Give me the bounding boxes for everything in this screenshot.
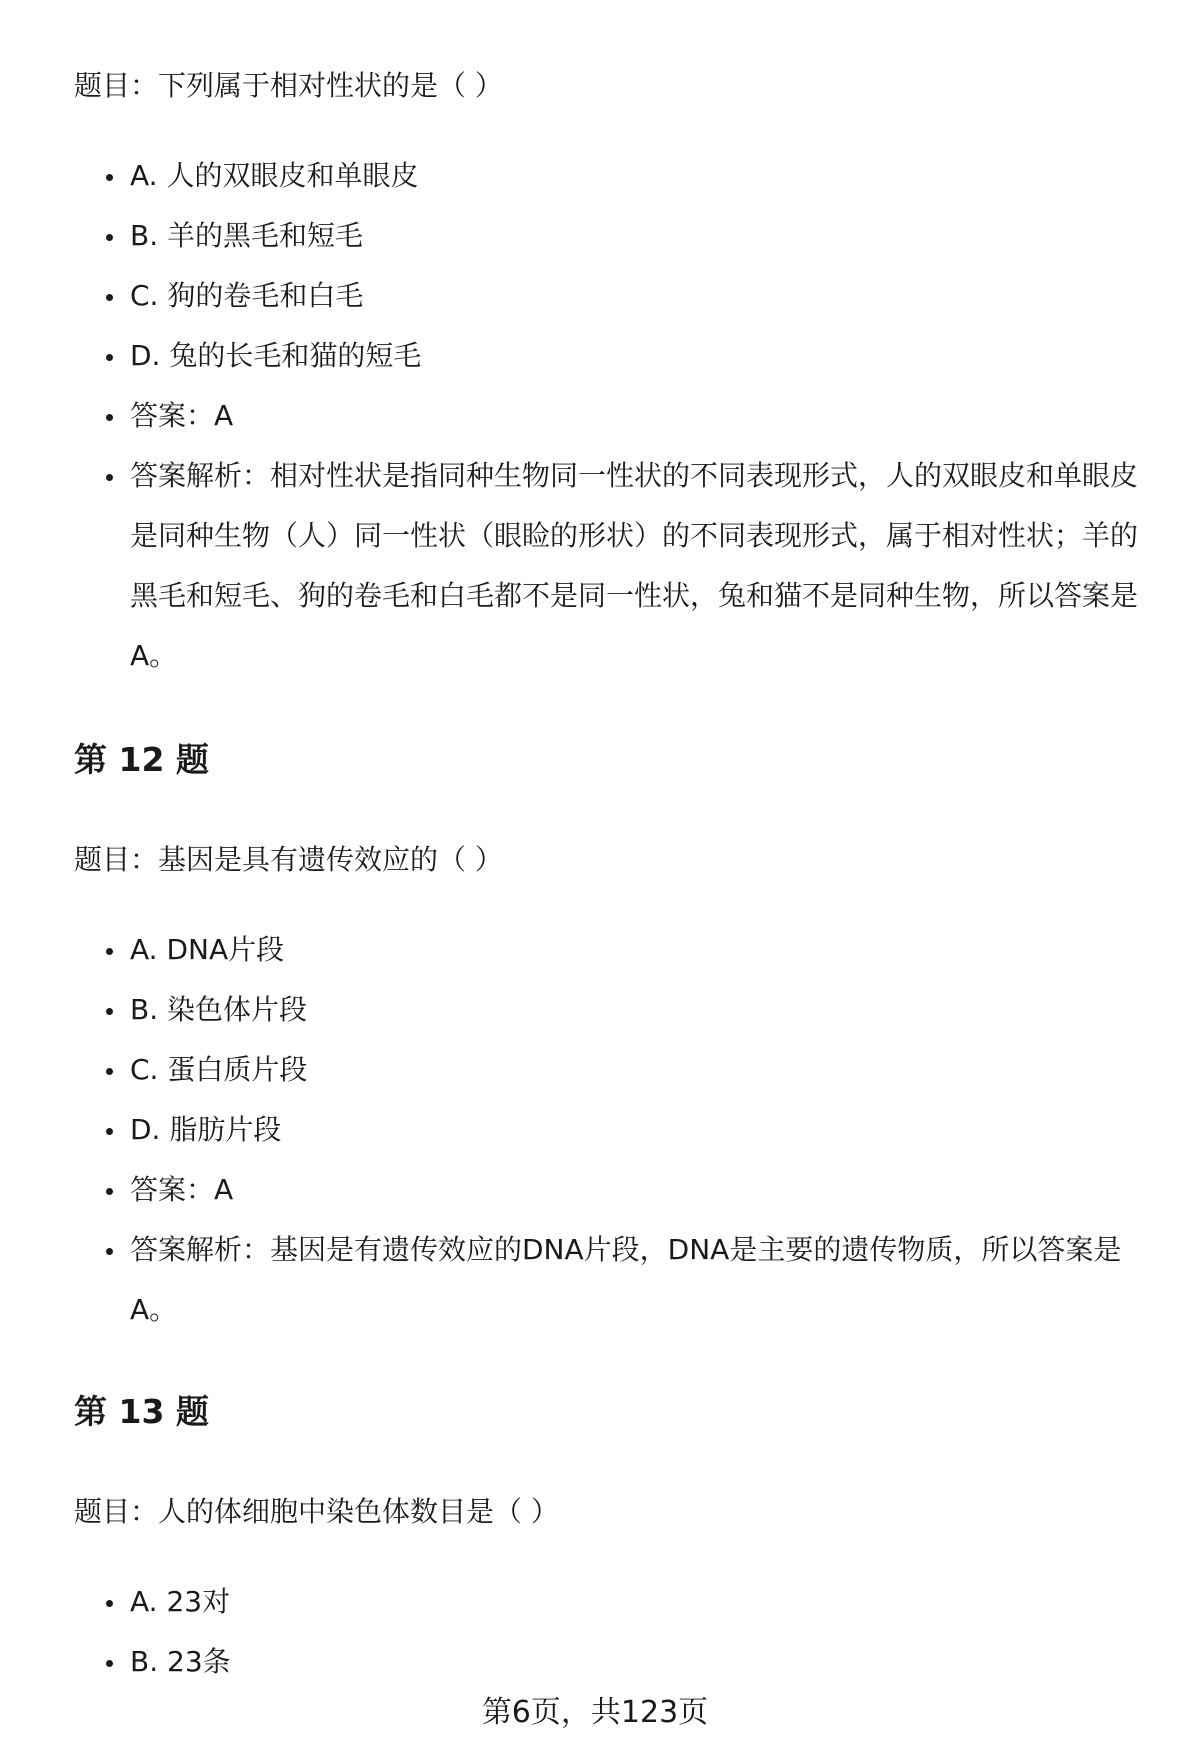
q13-heading: 第 13 题 xyxy=(74,1392,209,1431)
q12-stem: 题目：基因是具有遗传效应的（ ） xyxy=(74,843,503,876)
q11-option-c: C. 狗的卷毛和白毛 xyxy=(74,266,1164,326)
q12-heading: 第 12 题 xyxy=(74,740,209,779)
q11-option-d: D. 兔的长毛和猫的短毛 xyxy=(74,326,1164,386)
q11-option-a: A. 人的双眼皮和单眼皮 xyxy=(74,146,1164,206)
q11-options xyxy=(74,146,1164,686)
q13-option-a: A. 23对 xyxy=(74,1572,1164,1632)
q13-option-b: B. 23条 xyxy=(74,1632,1164,1692)
q11-analysis: 答案解析：相对性状是指同种生物同一性状的不同表现形式，人的双眼皮和单眼皮是同种生物（人）同一性状（眼睑的形状）的不同表现形式，属于相对性状；羊的黑毛和短毛、狗的卷毛和白毛都不是同一性状，兔和猫不是同种生物，所以答案是A。 xyxy=(74,446,1164,686)
q12-option-a: A. DNA片段 xyxy=(74,920,1164,980)
q13-stem: 题目：人的体细胞中染色体数目是（ ） xyxy=(74,1495,559,1528)
page-footer: 第6页，共123页 xyxy=(481,1695,709,1730)
q12-options xyxy=(74,920,1164,1340)
q12-option-b: B. 染色体片段 xyxy=(74,980,1164,1040)
q11-option-b: B. 羊的黑毛和短毛 xyxy=(74,206,1164,266)
q12-option-d: D. 脂肪片段 xyxy=(74,1100,1164,1160)
q12-option-c: C. 蛋白质片段 xyxy=(74,1040,1164,1100)
q11-stem: 题目：下列属于相对性状的是（ ） xyxy=(74,69,503,102)
q12-analysis: 答案解析：基因是有遗传效应的DNA片段，DNA是主要的遗传物质，所以答案是A。 xyxy=(74,1220,1164,1340)
q11-answer: 答案：A xyxy=(74,386,1164,446)
q13-options xyxy=(74,1572,1164,1692)
q12-answer: 答案：A xyxy=(74,1160,1164,1220)
